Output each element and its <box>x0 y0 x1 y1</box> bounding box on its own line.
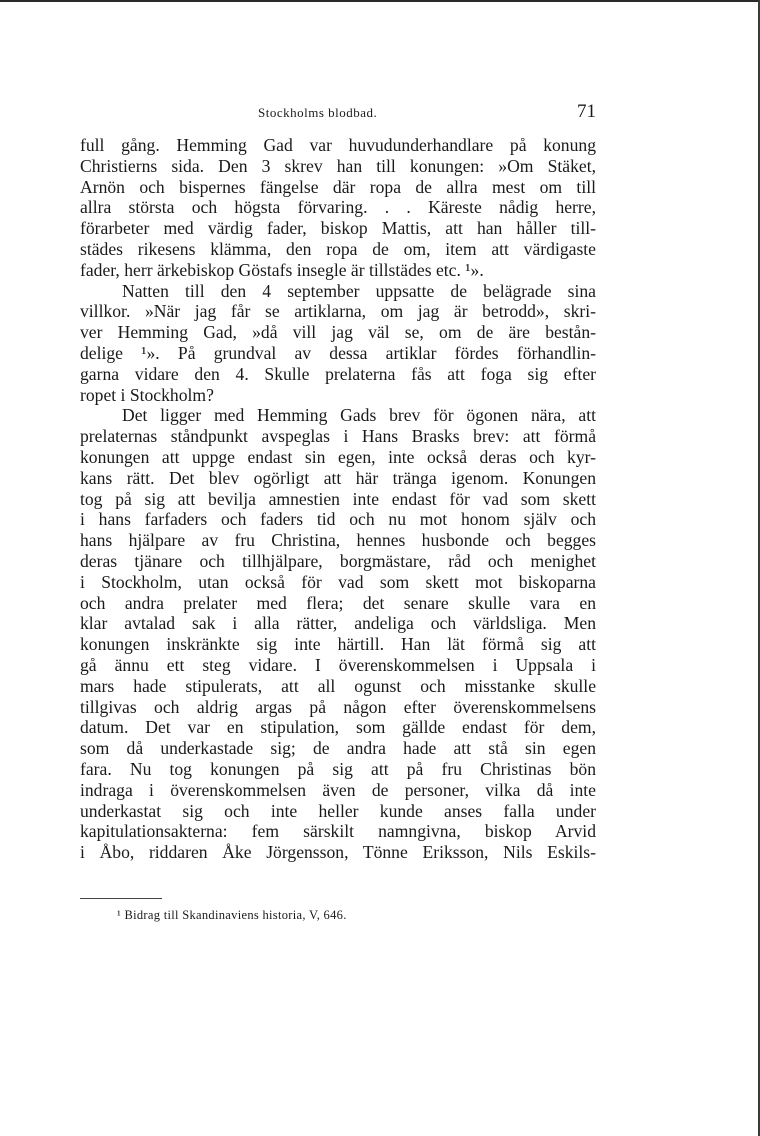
text-line: klar avtalad sak i alla rätter, andeliga och världsliga. Men <box>80 613 596 634</box>
text-line: Christierns sida. Den 3 skrev han till konungen: »Om Stäket, <box>80 155 596 176</box>
text-line: garna vidare den 4. Skulle prelaterna fås att foga sig efter <box>80 363 596 384</box>
text-line: mars hade stipulerats, att all ogunst och misstanke skulle <box>80 675 596 696</box>
running-head <box>80 103 596 123</box>
footnote: ¹ Bidrag till Skandinaviens historia, V, 646. <box>117 908 347 922</box>
text-line: och andra prelater med flera; det senare skulle vara en <box>80 592 596 613</box>
text-line: fader, herr ärkebiskop Göstafs insegle är tillstädes etc. ¹». <box>80 259 484 280</box>
running-title: Stockholms blodbad. <box>258 105 378 120</box>
text-line: datum. Det var en stipulation, som gällde endast för dem, <box>80 717 596 738</box>
text-line: indraga i överenskommelsen även de personer, vilka då inte <box>80 779 596 800</box>
text-line: kans rätt. Det blev ogörligt att här tränga igenom. Konungen <box>80 467 596 488</box>
text-line: gå ännu ett steg vidare. I överenskommelsen i Uppsala i <box>80 654 596 675</box>
text-line: Det ligger med Hemming Gads brev för ögonen nära, att <box>122 405 596 426</box>
text-line: förarbeter med värdig fader, biskop Mattis, att han håller till- <box>80 218 596 239</box>
text-line: delige ¹». På grundval av dessa artiklar fördes förhandlin- <box>80 342 596 363</box>
body-text <box>80 135 596 863</box>
text-line: ver Hemming Gad, »då vill jag väl se, om de äre bestån- <box>80 322 596 343</box>
text-line: Natten till den 4 september uppsatte de belägrade sina <box>122 280 596 301</box>
text-line: hans hjälpare av fru Christina, hennes husbonde och begges <box>80 530 596 551</box>
text-line: allra största och högsta förvaring. . . Käreste nådig herre, <box>80 197 596 218</box>
text-line: deras tjänare och tillhjälpare, borgmästare, råd och menighet <box>80 550 596 571</box>
footnote-rule <box>80 898 162 899</box>
text-line: i Åbo, riddaren Åke Jörgensson, Tönne Eriksson, Nils Eskils- <box>80 842 596 863</box>
text-line: underkastat sig och inte heller kunde anses falla under <box>80 800 596 821</box>
text-line: i Stockholm, utan också för vad som skett mot biskoparna <box>80 571 596 592</box>
text-line: i hans farfaders och faders tid och nu mot honom själv och <box>80 509 596 530</box>
page-number: 71 <box>577 101 596 122</box>
text-line: konungen att uppge endast sin egen, inte också deras och kyr- <box>80 446 596 467</box>
text-line: ropet i Stockholm? <box>80 384 214 405</box>
text-line: som då underkastade sig; de andra hade att stå sin egen <box>80 738 596 759</box>
text-line: fara. Nu tog konungen på sig att på fru Christinas bön <box>80 758 596 779</box>
text-line: konungen inskränkte sig inte härtill. Han lät förmå sig att <box>80 634 596 655</box>
text-line: Arnön och bispernes fängelse där ropa de allra mest om till <box>80 176 596 197</box>
text-line: tog på sig att bevilja amnestien inte endast för vad som skett <box>80 488 596 509</box>
text-line: full gång. Hemming Gad var huvudunderhandlare på konung <box>80 135 596 155</box>
text-line: städes rikesens klämma, den ropa de om, item att värdigaste <box>80 238 596 259</box>
text-line: kapitulationsakterna: fem särskilt namngivna, biskop Arvid <box>80 821 596 842</box>
scan-top-edge <box>0 0 760 2</box>
text-line: tillgivas och aldrig argas på någon efter överenskommelsens <box>80 696 596 717</box>
text-line: prelaternas ståndpunkt avspeglas i Hans Brasks brev: att förmå <box>80 426 596 447</box>
text-line: villkor. »När jag får se artiklarna, om jag är betrodd», skri- <box>80 301 596 322</box>
